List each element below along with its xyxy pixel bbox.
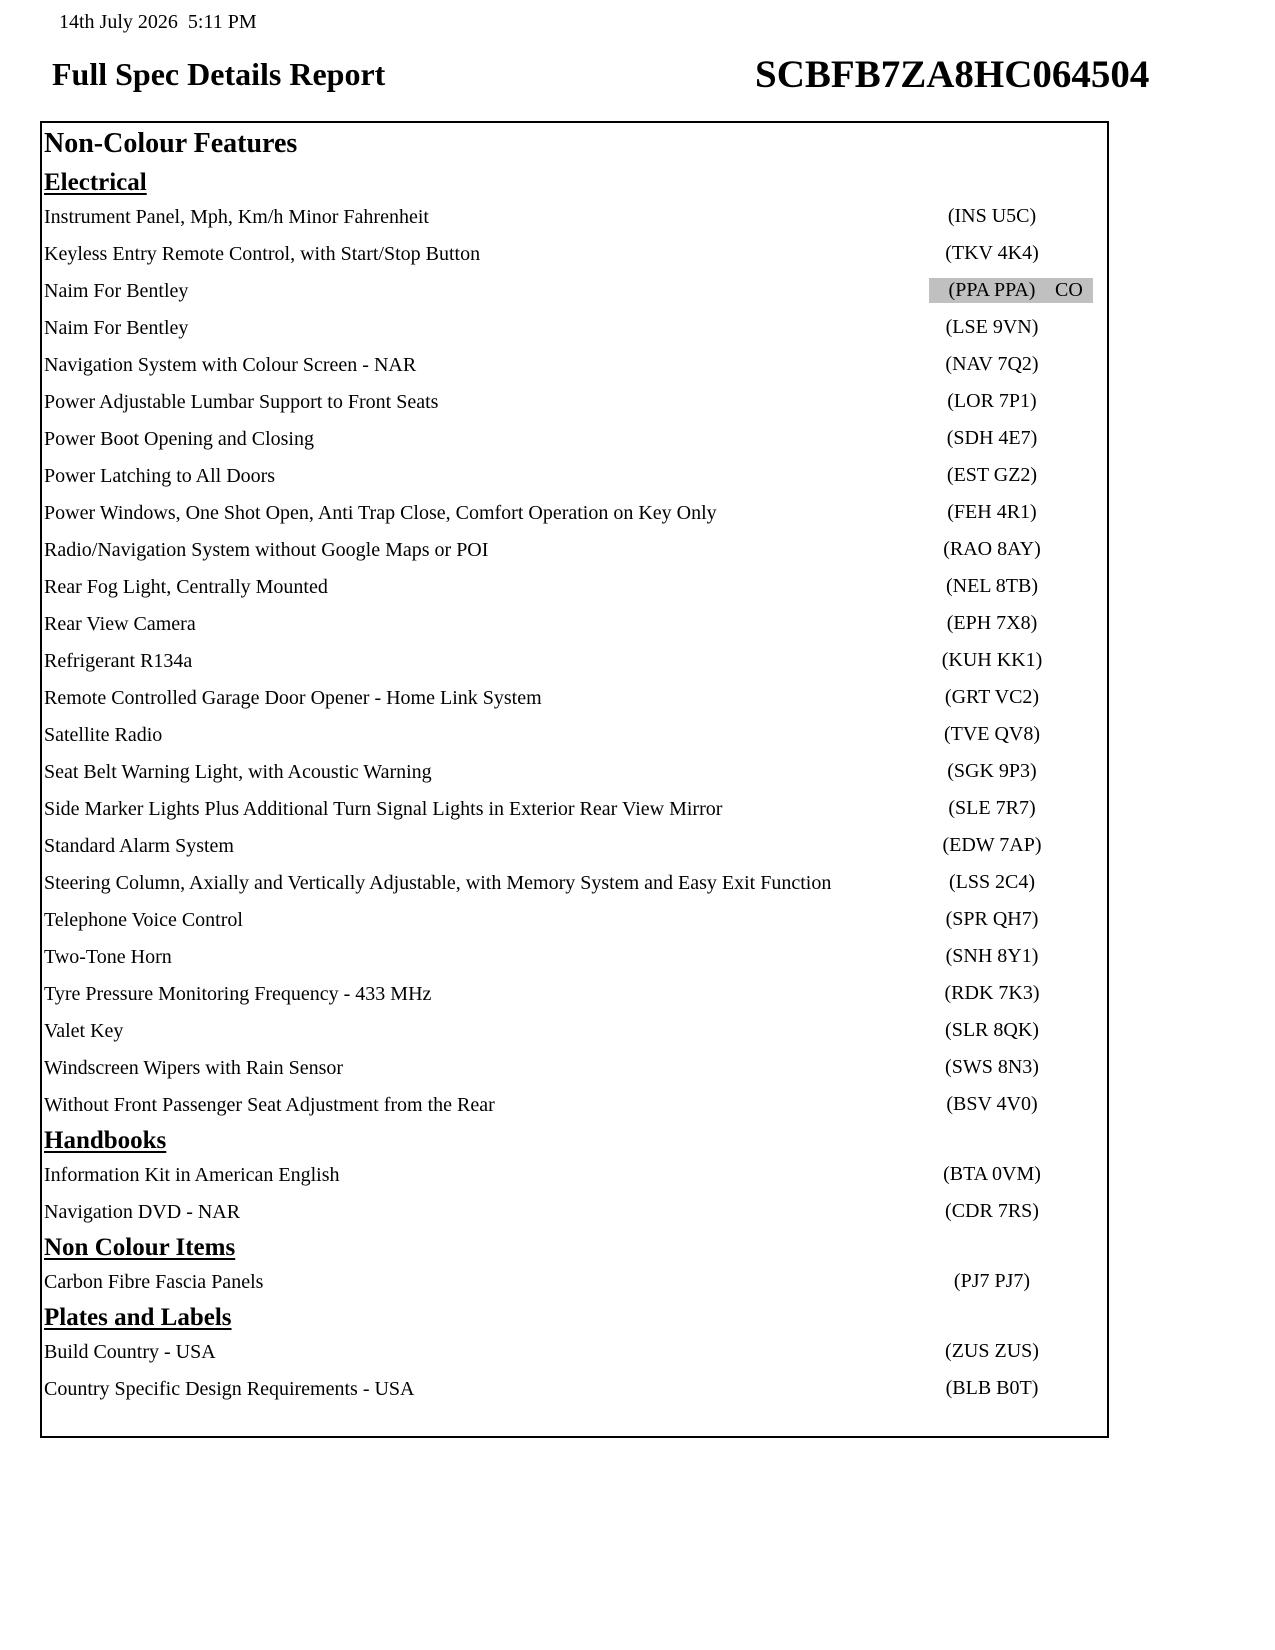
feature-description: Instrument Panel, Mph, Km/h Minor Fahrenheit	[44, 206, 429, 228]
feature-row	[42, 198, 1107, 237]
feature-code-cell	[929, 463, 1093, 488]
feature-description: Valet Key	[44, 1020, 124, 1042]
feature-code-cell	[929, 1269, 1093, 1294]
feature-description: Rear Fog Light, Centrally Mounted	[44, 576, 328, 598]
feature-description: Radio/Navigation System without Google Maps or POI	[44, 539, 489, 561]
section-heading: Electrical	[44, 169, 147, 196]
feature-code: (RAO 8AY)	[943, 538, 1041, 560]
feature-code-cell	[929, 426, 1093, 451]
feature-row	[42, 1333, 1107, 1372]
feature-description: Standard Alarm System	[44, 835, 234, 857]
feature-code: (TKV 4K4)	[945, 242, 1039, 264]
feature-description: Power Windows, One Shot Open, Anti Trap Close, Comfort Operation on Key Only	[44, 502, 717, 524]
feature-code-cell	[929, 870, 1093, 895]
feature-description: Without Front Passenger Seat Adjustment from the Rear	[44, 1094, 495, 1116]
feature-code: (BSV 4V0)	[946, 1093, 1038, 1115]
feature-code-cell	[929, 907, 1093, 932]
feature-description: Power Latching to All Doors	[44, 465, 276, 487]
feature-row	[42, 864, 1107, 903]
feature-code: (KUH KK1)	[941, 649, 1043, 671]
feature-description: Two-Tone Horn	[44, 946, 172, 968]
feature-row	[42, 679, 1107, 718]
feature-code-cell	[929, 315, 1093, 340]
feature-code-cell	[929, 278, 1093, 303]
feature-code-cell	[929, 389, 1093, 414]
feature-row	[42, 790, 1107, 829]
feature-code-cell	[929, 1055, 1093, 1080]
feature-code: (BLB B0T)	[945, 1377, 1039, 1399]
feature-code: (BTA 0VM)	[943, 1163, 1041, 1185]
feature-code-cell	[929, 1376, 1093, 1401]
feature-code-cell	[929, 1162, 1093, 1187]
feature-row	[42, 975, 1107, 1014]
feature-code-cell	[929, 1199, 1093, 1224]
feature-description: Telephone Voice Control	[44, 909, 243, 931]
feature-description: Tyre Pressure Monitoring Frequency - 433 MHz	[44, 983, 432, 1005]
feature-code-cell	[929, 500, 1093, 525]
feature-code-cell	[929, 981, 1093, 1006]
feature-row	[42, 494, 1107, 533]
feature-code: (RDK 7K3)	[944, 982, 1040, 1004]
feature-code-cell	[929, 574, 1093, 599]
feature-row	[42, 309, 1107, 348]
feature-description: Naim For Bentley	[44, 317, 189, 339]
feature-description: Refrigerant R134a	[44, 650, 193, 672]
feature-code: (SDH 4E7)	[946, 427, 1038, 449]
feature-code: (NEL 8TB)	[945, 575, 1038, 597]
feature-description: Carbon Fibre Fascia Panels	[44, 1271, 264, 1293]
feature-code: (NAV 7Q2)	[945, 353, 1039, 375]
feature-code: (FEH 4R1)	[947, 501, 1037, 523]
feature-code-cell	[929, 1092, 1093, 1117]
feature-code: (GRT VC2)	[944, 686, 1040, 708]
non-colour-features-box	[40, 121, 1109, 1438]
feature-flag: CO	[1055, 279, 1083, 301]
feature-description: Satellite Radio	[44, 724, 163, 746]
feature-code: (ZUS ZUS)	[945, 1340, 1039, 1362]
report-timestamp: 14th July 2026 5:11 PM	[59, 11, 257, 33]
feature-code: (EPH 7X8)	[946, 612, 1038, 634]
feature-code: (EST GZ2)	[946, 464, 1038, 486]
feature-row	[42, 1193, 1107, 1232]
feature-row	[42, 605, 1107, 644]
section-heading: Non Colour Items	[44, 1234, 236, 1261]
feature-row	[42, 457, 1107, 496]
feature-code-cell	[929, 241, 1093, 266]
feature-row	[42, 531, 1107, 570]
feature-code-cell	[929, 204, 1093, 229]
feature-row	[42, 383, 1107, 422]
feature-row	[42, 1086, 1107, 1125]
feature-description: Information Kit in American English	[44, 1164, 340, 1186]
feature-code: (EDW 7AP)	[942, 834, 1042, 856]
feature-description: Rear View Camera	[44, 613, 196, 635]
feature-code: (SNH 8Y1)	[945, 945, 1039, 967]
feature-description: Keyless Entry Remote Control, with Start/Stop Button	[44, 243, 481, 265]
feature-code: (LSE 9VN)	[945, 316, 1039, 338]
feature-row	[42, 1263, 1107, 1302]
section-heading: Handbooks	[44, 1127, 167, 1154]
feature-description: Power Boot Opening and Closing	[44, 428, 314, 450]
features-heading: Non-Colour Features	[44, 128, 298, 159]
feature-code: (SLE 7R7)	[948, 797, 1036, 819]
feature-code-cell	[929, 648, 1093, 673]
feature-row	[42, 235, 1107, 274]
feature-code: (LSS 2C4)	[948, 871, 1036, 893]
feature-row	[42, 568, 1107, 607]
feature-code-cell	[929, 796, 1093, 821]
feature-code-cell	[929, 1339, 1093, 1364]
feature-code: (SLR 8QK)	[945, 1019, 1039, 1041]
feature-code-cell	[929, 685, 1093, 710]
feature-code: (SWS 8N3)	[945, 1056, 1039, 1078]
vin-number: SCBFB7ZA8HC064504	[755, 53, 1150, 96]
report-title: Full Spec Details Report	[52, 56, 386, 92]
feature-code: (SPR QH7)	[945, 908, 1039, 930]
feature-row	[42, 1156, 1107, 1195]
feature-row	[42, 642, 1107, 681]
feature-code-cell	[929, 352, 1093, 377]
feature-row	[42, 272, 1107, 311]
feature-code: (TVE QV8)	[943, 723, 1041, 745]
feature-code-cell	[929, 944, 1093, 969]
feature-code-cell	[929, 759, 1093, 784]
feature-code-cell	[929, 537, 1093, 562]
feature-description: Power Adjustable Lumbar Support to Front Seats	[44, 391, 439, 413]
feature-description: Windscreen Wipers with Rain Sensor	[44, 1057, 344, 1079]
feature-description: Navigation System with Colour Screen - NAR	[44, 354, 417, 376]
feature-description: Remote Controlled Garage Door Opener - Home Link System	[44, 687, 542, 709]
feature-code: (PPA PPA)	[948, 279, 1036, 301]
feature-description: Steering Column, Axially and Vertically Adjustable, with Memory System and Easy Exit Function	[44, 872, 832, 894]
feature-description: Side Marker Lights Plus Additional Turn Signal Lights in Exterior Rear View Mirror	[44, 798, 723, 820]
feature-code: (SGK 9P3)	[947, 760, 1037, 782]
feature-row	[42, 1370, 1107, 1409]
feature-code: (LOR 7P1)	[947, 390, 1037, 412]
feature-description: Seat Belt Warning Light, with Acoustic Warning	[44, 761, 432, 783]
feature-description: Country Specific Design Requirements - USA	[44, 1378, 415, 1400]
feature-description: Navigation DVD - NAR	[44, 1201, 241, 1223]
feature-code-cell	[929, 833, 1093, 858]
feature-code: (CDR 7RS)	[945, 1200, 1039, 1222]
feature-row	[42, 901, 1107, 940]
feature-row	[42, 1049, 1107, 1088]
feature-row	[42, 716, 1107, 755]
feature-row	[42, 1012, 1107, 1051]
feature-description: Build Country - USA	[44, 1341, 216, 1363]
feature-code: (INS U5C)	[947, 205, 1037, 227]
feature-description: Naim For Bentley	[44, 280, 189, 302]
feature-row	[42, 420, 1107, 459]
feature-row	[42, 346, 1107, 385]
feature-code-cell	[929, 611, 1093, 636]
feature-row	[42, 753, 1107, 792]
feature-row	[42, 938, 1107, 977]
feature-code: (PJ7 PJ7)	[953, 1270, 1031, 1292]
feature-row	[42, 827, 1107, 866]
feature-code-cell	[929, 1018, 1093, 1043]
section-heading: Plates and Labels	[44, 1304, 232, 1331]
feature-code-cell	[929, 722, 1093, 747]
